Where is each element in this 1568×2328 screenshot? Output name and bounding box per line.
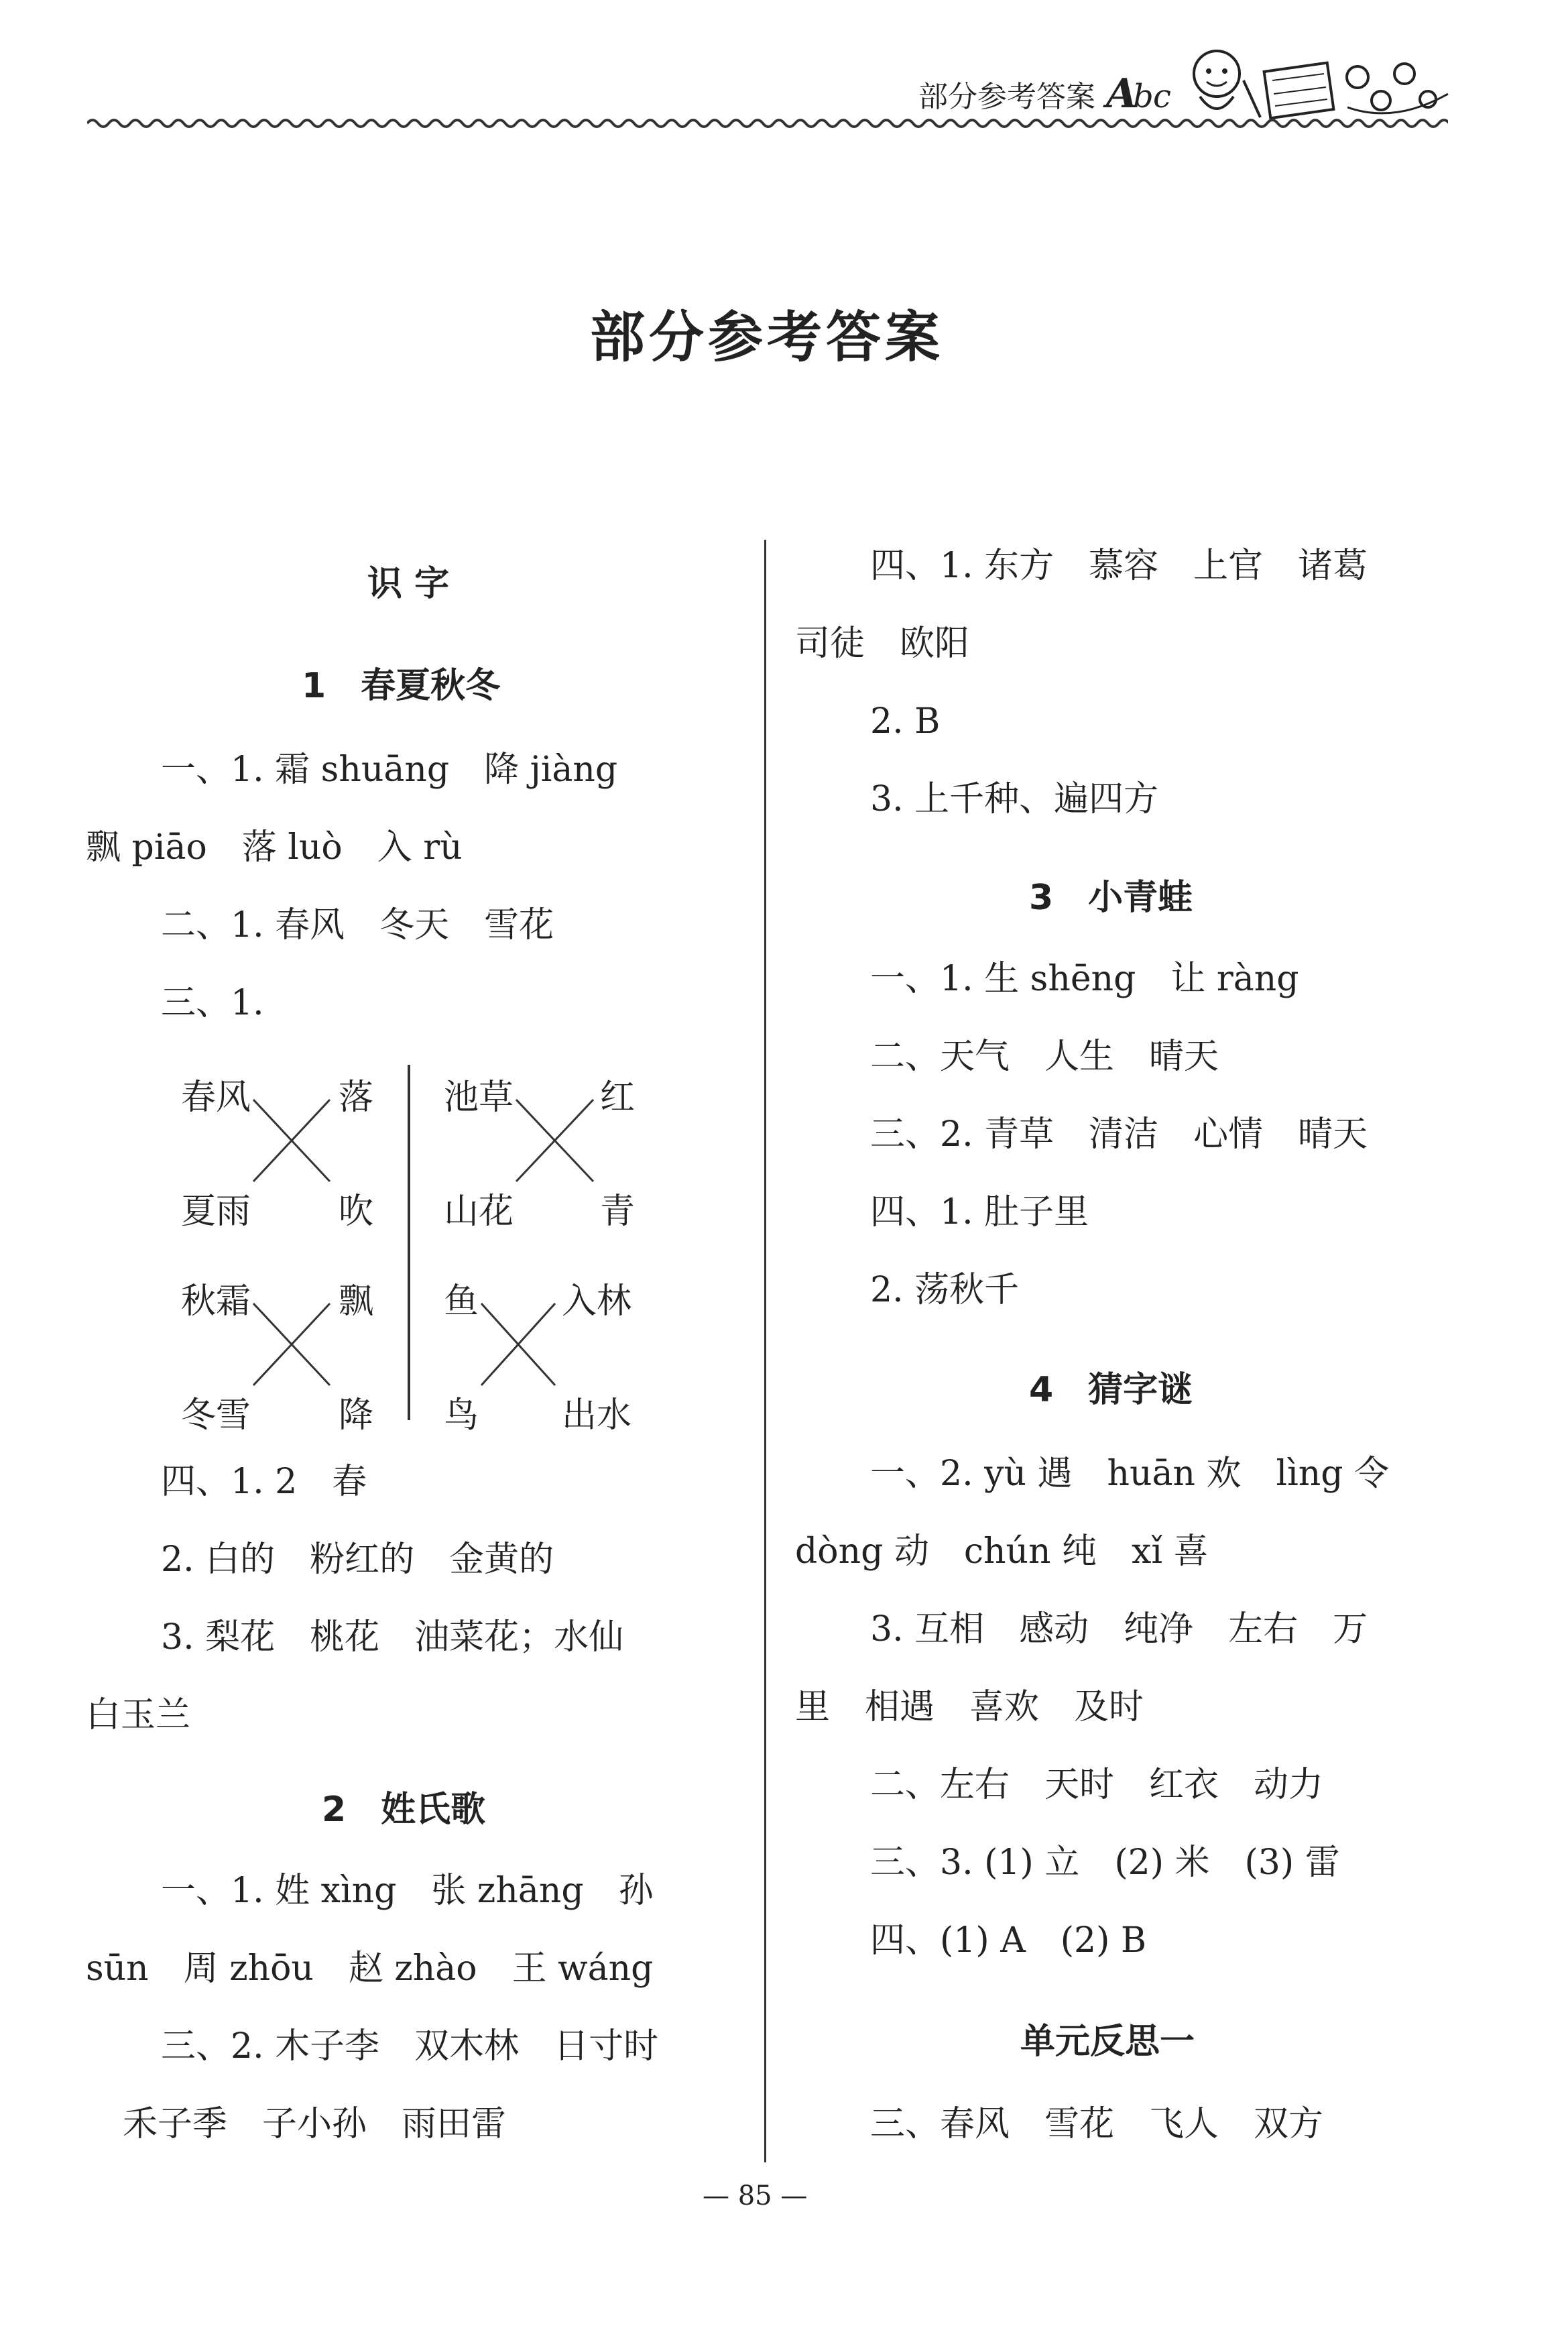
- answer-line: 四、1. 肚子里: [870, 1192, 1089, 1232]
- running-header-title: 部分参考答案: [918, 80, 1095, 114]
- match-word: 落: [339, 1078, 374, 1118]
- answer-line: 四、(1) A (2) B: [870, 1920, 1147, 1961]
- match-word: 池草: [444, 1078, 514, 1118]
- answer-line: 二、左右 天时 红衣 动力: [870, 1765, 1324, 1805]
- column-divider: [764, 540, 766, 2162]
- review-heading: 单元反思一: [1020, 2022, 1195, 2062]
- lesson-heading-1: 1 春夏秋冬: [302, 666, 501, 706]
- answer-line: 司徒 欧阳: [795, 624, 970, 664]
- match-word: 夏雨: [181, 1191, 251, 1232]
- answer-line: 2. 白的 粉红的 金黄的: [161, 1539, 554, 1580]
- match-word: 春风: [181, 1078, 251, 1118]
- match-word: 出水: [562, 1395, 632, 1436]
- lesson-heading-2: 2 姓氏歌: [322, 1790, 486, 1830]
- match-word: 冬雪: [181, 1395, 251, 1436]
- header-decoration-illustration: [1099, 40, 1461, 127]
- unit-heading: 识 字: [367, 564, 450, 604]
- answer-line: 飘 piāo 落 luò 入 rù: [86, 827, 463, 868]
- lesson-heading-4: 4 猜字谜: [1029, 1370, 1193, 1410]
- answer-line: 白玉兰: [86, 1695, 191, 1735]
- lesson-heading-3: 3 小青蛙: [1029, 878, 1193, 918]
- answer-line: 三、2. 青草 清洁 心情 晴天: [870, 1114, 1368, 1155]
- matching-lines: [0, 0, 764, 1475]
- answer-line: 3. 上千种、遍四方: [870, 779, 1159, 819]
- answer-line: 三、1.: [161, 983, 264, 1023]
- match-word: 红: [600, 1078, 636, 1118]
- answer-line: 2. 荡秋千: [870, 1270, 1020, 1310]
- match-word: 青: [600, 1191, 636, 1232]
- answer-line: 里 相遇 喜欢 及时: [795, 1687, 1144, 1727]
- answer-line: 一、2. yù 遇 huān 欢 lìng 令: [870, 1454, 1390, 1494]
- answer-line: 一、1. 姓 xìng 张 zhāng 孙: [161, 1871, 654, 1911]
- match-word: 鱼: [444, 1281, 479, 1322]
- match-word: 吹: [339, 1191, 374, 1232]
- answer-line: 3. 梨花 桃花 油菜花；水仙: [161, 1617, 624, 1657]
- page-number: — 85 —: [703, 2180, 808, 2211]
- answer-line: 2. B: [870, 701, 941, 742]
- answer-line: sūn 周 zhōu 赵 zhào 王 wáng: [86, 1948, 654, 1989]
- answer-line: 二、天气 人生 晴天: [870, 1037, 1219, 1077]
- answer-line: 三、2. 木子李 双木林 日寸时: [161, 2026, 659, 2067]
- match-word: 降: [339, 1395, 374, 1436]
- match-word: 鸟: [444, 1395, 479, 1436]
- answer-line: 四、1. 2 春: [161, 1462, 367, 1502]
- match-word: 入林: [562, 1281, 632, 1322]
- answer-line: dòng 动 chún 纯 xǐ 喜: [795, 1531, 1209, 1572]
- answer-line: 一、1. 霜 shuāng 降 jiàng: [161, 750, 618, 790]
- match-word: 秋霜: [181, 1281, 251, 1322]
- svg-text:c: c: [1153, 78, 1171, 115]
- answer-line: 禾子季 子小孙 雨田雷: [123, 2104, 507, 2144]
- page-title: 部分参考答案: [590, 306, 945, 369]
- answer-line: 3. 互相 感动 纯净 左右 万: [870, 1609, 1368, 1649]
- answer-line: 四、1. 东方 慕容 上官 诸葛: [870, 546, 1368, 586]
- answer-line: 三、3. (1) 立 (2) 米 (3) 雷: [870, 1843, 1340, 1883]
- svg-text:b: b: [1133, 78, 1154, 115]
- answer-line: 一、1. 生 shēng 让 ràng: [870, 959, 1299, 999]
- svg-text:A: A: [1106, 70, 1138, 117]
- match-word: 山花: [444, 1191, 514, 1232]
- answer-line: 二、1. 春风 冬天 雪花: [161, 905, 554, 945]
- answer-line: 三、春风 雪花 飞人 双方: [870, 2104, 1324, 2144]
- match-word: 飘: [339, 1281, 374, 1322]
